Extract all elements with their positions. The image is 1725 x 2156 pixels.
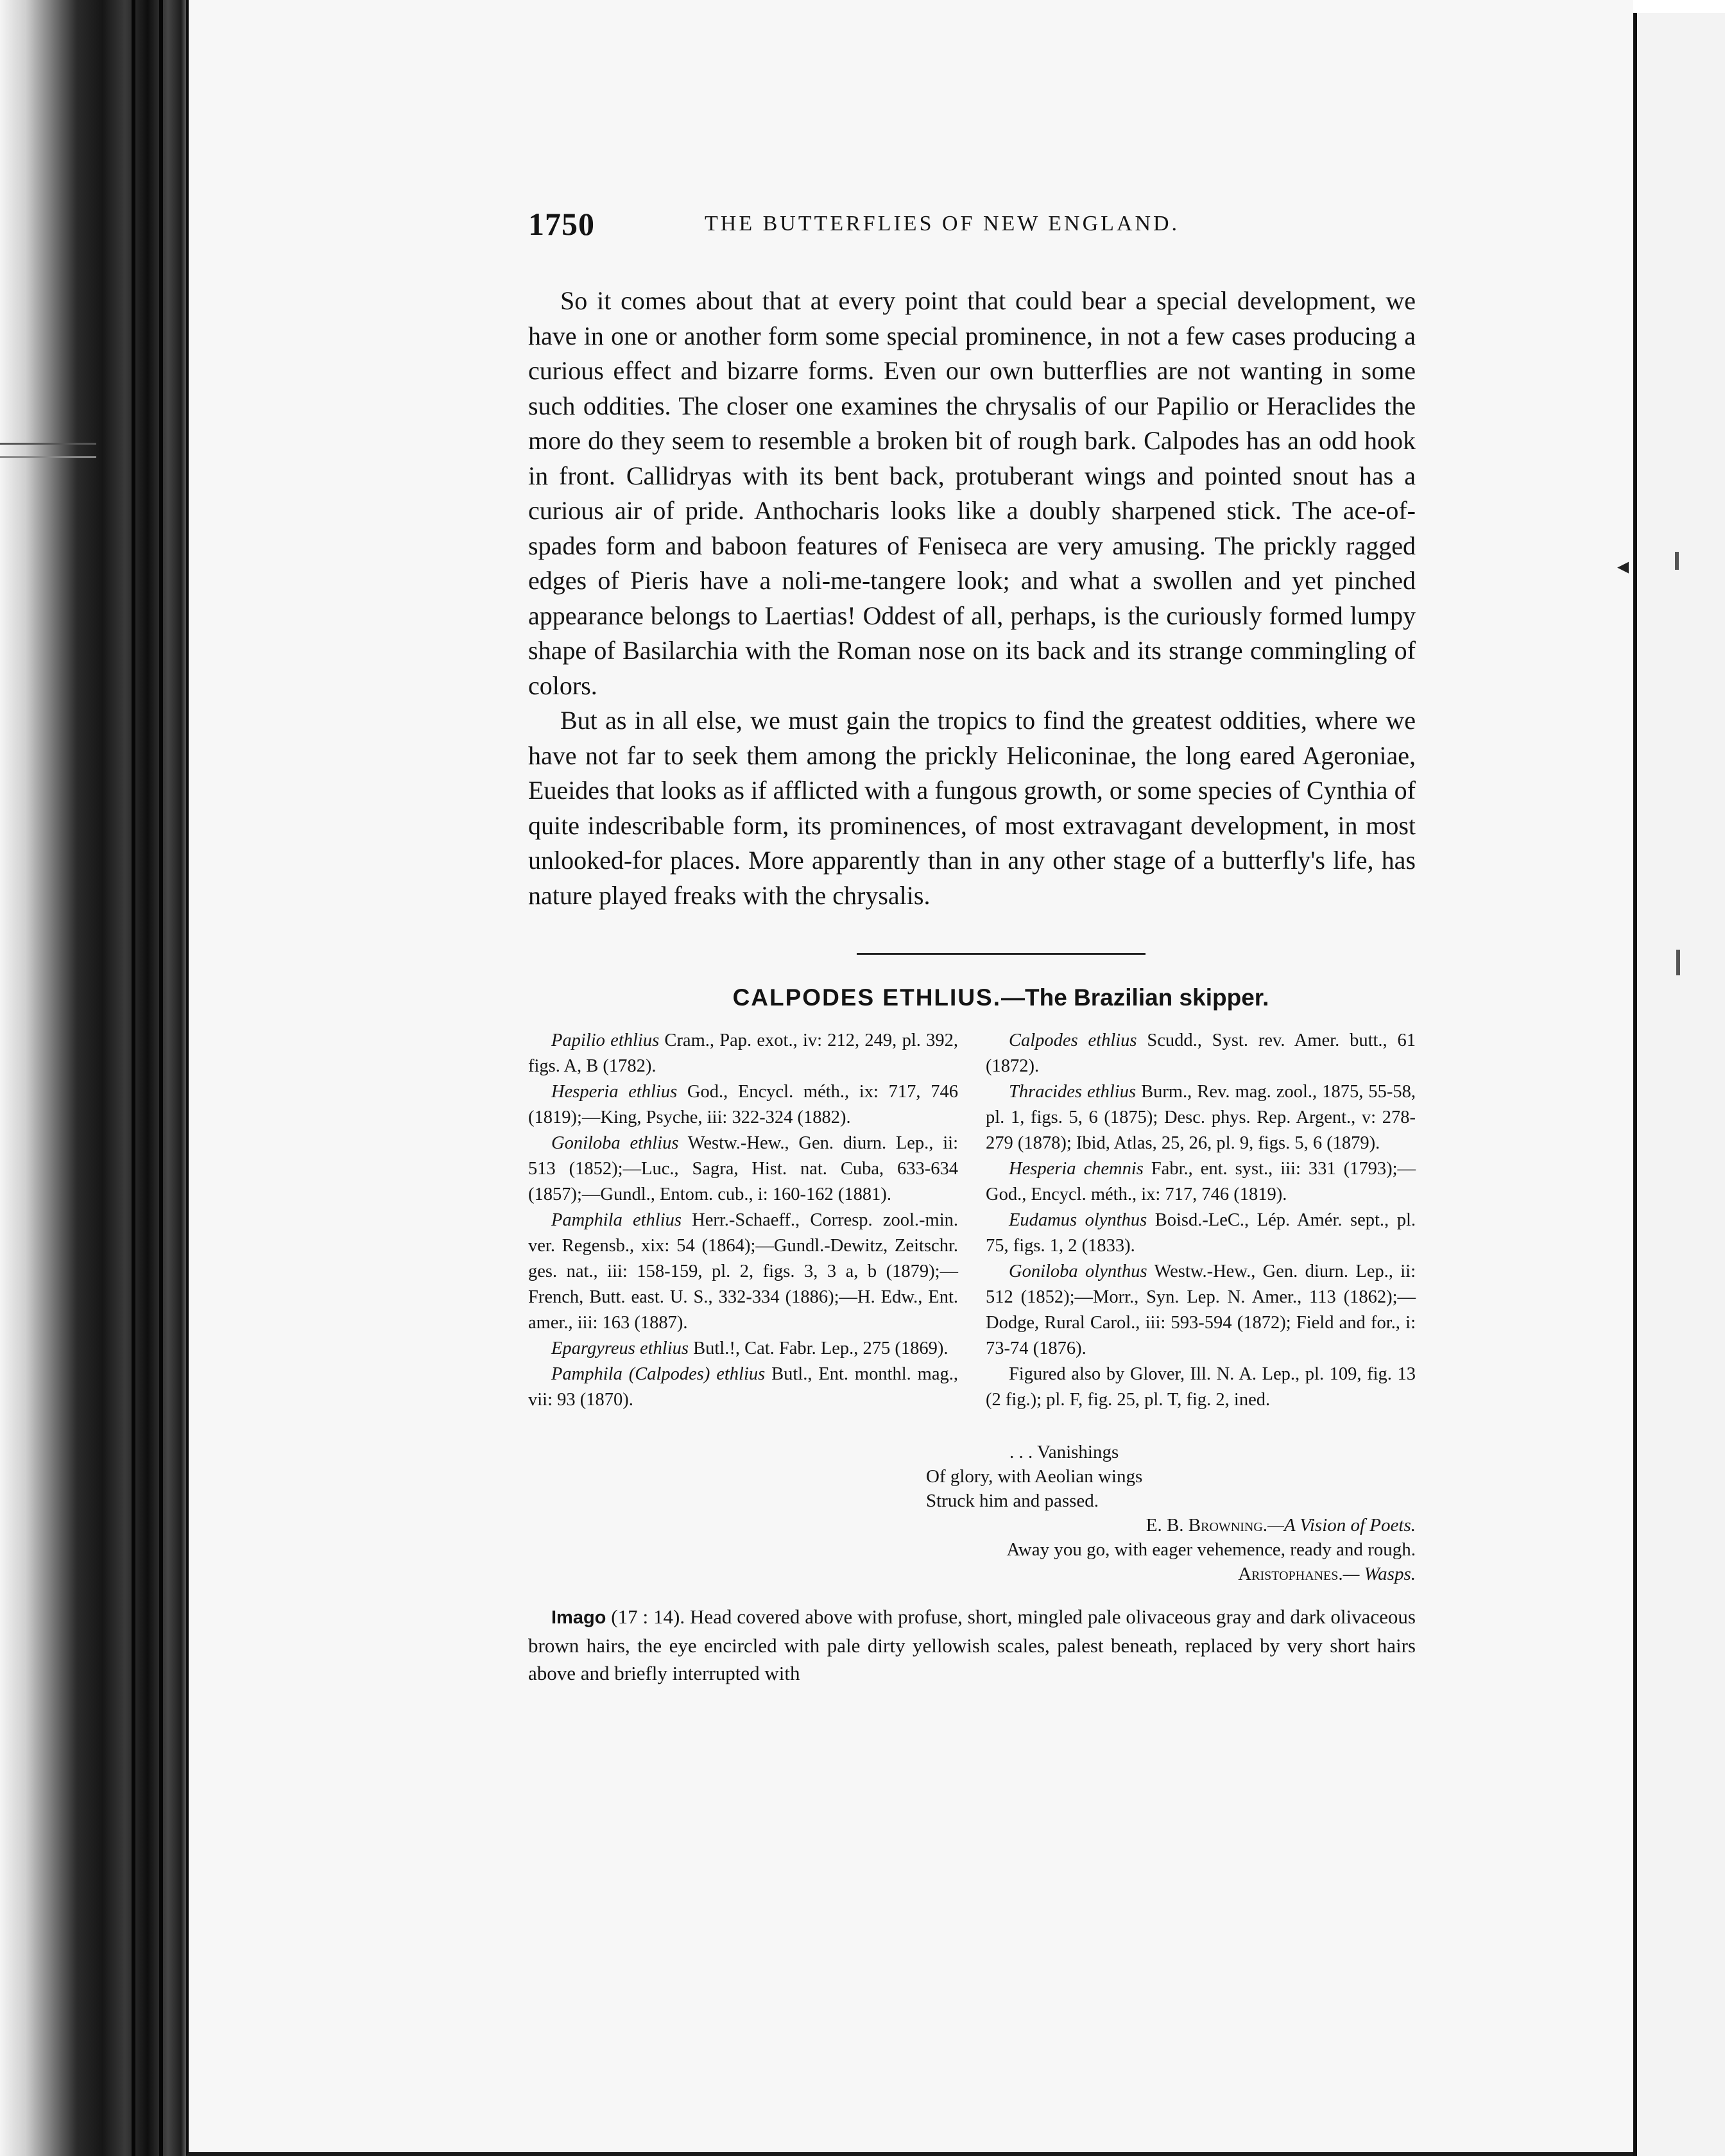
next-page-edge bbox=[1633, 13, 1725, 2156]
epigraph-author: Aristophanes. bbox=[1238, 1564, 1343, 1584]
running-title: THE BUTTERFLIES OF NEW ENGLAND. bbox=[705, 212, 1180, 235]
epigraph-line: Of glory, with Aeolian wings bbox=[926, 1466, 1143, 1487]
epigraph-attribution bbox=[528, 1562, 1416, 1586]
synonym-entry bbox=[528, 1208, 958, 1336]
synonym-name: Goniloba ethlius bbox=[551, 1133, 679, 1153]
epigraph-line: Away you go, with eager vehemence, ready and rough. bbox=[1006, 1539, 1416, 1560]
synonym-entry bbox=[528, 1362, 958, 1413]
epigraphs bbox=[528, 1440, 1416, 1586]
margin-tick bbox=[1675, 552, 1679, 570]
synonym-ref: Westw.-Hew., Gen. diurn. Lep., ii: 513 (1852);—Luc., Sagra, Hist. nat. Cuba, 633-634 (1857);—Gundl., Entom. cub., i: 160-162 (1881). bbox=[528, 1133, 958, 1204]
species-heading bbox=[557, 984, 1445, 1011]
synonym-entry bbox=[528, 1079, 958, 1131]
page-clip-edge bbox=[0, 443, 96, 458]
synonym-entry bbox=[986, 1079, 1416, 1156]
synonym-ref: Westw.-Hew., Gen. diurn. Lep., ii: 512 (1852);—Morr., Syn. Lep. N. Amer., 113 (1862);—Dodge, Rural Carol., iii: 593-594 (1872); Field and for., i: 73-74 (1876). bbox=[986, 1262, 1416, 1358]
synonym-ref: Herr.-Schaeff., Corresp. zool.-min. ver. Regensb., xix: 54 (1864);—Gundl.-Dewitz, Zeitschr. ges. nat., iii: 158-159, pl. 2, figs. 3, 3 a, b (1879);—French, Butt. east. U. S., 332-334 (1886);—H. Edw., Ent. amer., iii: 163 (1887). bbox=[528, 1210, 958, 1333]
spine-ridge bbox=[159, 0, 163, 2156]
running-head bbox=[528, 205, 1416, 244]
synonym-ref: Butl., Ent. monthl. mag., vii: 93 (1870). bbox=[528, 1364, 958, 1410]
synonym-name: Goniloba olynthus bbox=[1009, 1262, 1147, 1281]
synonym-name: Thracides ethlius bbox=[1009, 1082, 1137, 1102]
margin-arrow-icon: ◂ bbox=[1617, 553, 1629, 579]
synonym-ref: Burm., Rev. mag. zool., 1875, 55-58, pl. 1, figs. 5, 6 (1875); Desc. phys. Rep. Argent., v: 278-279 (1878); Ibid, Atlas, 25, 26, pl. 9, figs. 5, 6 (1879). bbox=[986, 1082, 1416, 1153]
synonym-name: Hesperia chemnis bbox=[1009, 1159, 1144, 1179]
species-name: CALPODES ETHLIUS. bbox=[732, 984, 1001, 1011]
epigraph-author: E. B. Browning. bbox=[1146, 1515, 1268, 1536]
synonymy-right-column bbox=[986, 1028, 1416, 1413]
synonymy bbox=[528, 1028, 1416, 1413]
synonym-entry bbox=[986, 1156, 1416, 1208]
synonym-name: Calpodes ethlius bbox=[1009, 1031, 1137, 1050]
synonym-ref: Figured also by Glover, Ill. N. A. Lep., pl. 109, fig. 13 (2 fig.); pl. F, fig. 25, pl. T, fig. 2, ined. bbox=[986, 1364, 1416, 1410]
section-divider bbox=[857, 953, 1146, 955]
epigraph-attribution bbox=[528, 1513, 1416, 1537]
synonym-entry bbox=[986, 1028, 1416, 1079]
synonym-entry bbox=[986, 1362, 1416, 1413]
synonym-entry bbox=[528, 1336, 958, 1362]
synonym-ref: Fabr., ent. syst., iii: 331 (1793);—God., Encycl. méth., ix: 717, 746 (1819). bbox=[986, 1159, 1416, 1204]
synonym-entry bbox=[528, 1131, 958, 1208]
synonym-ref: Butl.!, Cat. Fabr. Lep., 275 (1869). bbox=[689, 1339, 948, 1358]
epigraph-line: . . . Vanishings bbox=[1009, 1442, 1119, 1462]
synonym-entry bbox=[528, 1028, 958, 1079]
imago-plate-ref: (17 : 14). bbox=[606, 1605, 685, 1628]
synonym-name: Eudamus olynthus bbox=[1009, 1210, 1147, 1230]
synonym-ref: Cram., Pap. exot., iv: 212, 249, pl. 392, figs. A, B (1782). bbox=[528, 1031, 958, 1076]
spine-ridge bbox=[132, 0, 135, 2156]
epigraph-work: — Wasps. bbox=[1343, 1564, 1416, 1584]
synonym-entry bbox=[986, 1208, 1416, 1259]
synonym-ref: Scudd., Syst. rev. Amer. butt., 61 (1872). bbox=[986, 1031, 1416, 1076]
page-content bbox=[528, 205, 1416, 1707]
synonym-ref: Boisd.-LeC., Lép. Amér. sept., pl. 75, figs. 1, 2 (1833). bbox=[986, 1210, 1416, 1256]
book-spine bbox=[0, 0, 193, 2156]
epigraph-line: Struck him and passed. bbox=[926, 1491, 1099, 1511]
synonym-name: Epargyreus ethlius bbox=[551, 1339, 689, 1358]
paragraph: But as in all else, we must gain the tropics to find the greatest oddities, where we have not far to seek them among the prickly Heliconinae, the long eared Ageroniae, Eueides that looks as if afflicted with a fungous growth, or some species of Cynthia of quite indescribable form, its prominences, of most extravagant development, in most unlooked-for places. More apparently than in any other stage of a butterfly's life, has nature played freaks with the chrysalis. bbox=[528, 706, 1416, 910]
synonymy-left-column bbox=[528, 1028, 958, 1413]
species-common-name: —The Brazilian skipper. bbox=[1001, 984, 1269, 1011]
page-number: 1750 bbox=[528, 206, 595, 242]
imago-text: Head covered above with profuse, short, mingled pale olivaceous gray and dark olivaceous brown hairs, the eye encircled with pale dirty yellowish scales, palest beneath, replaced by very short hairs above and briefly interrupted with bbox=[528, 1605, 1416, 1684]
imago-label: Imago bbox=[551, 1607, 606, 1628]
paragraph: So it comes about that at every point that could bear a special development, we have in one or another form some special prominence, in not a few cases producing a curious effect and bizarre forms. Even our own butterflies are not wanting in some such oddities. The closer one examines the chrysalis of our Papilio or Heraclides the more do they seem to resemble a broken bit of rough bark. Calpodes has an odd hook in front. Callidryas with its bent back, protuberant wings and pointed snout has a curious air of pride. Anthocharis looks like a doubly sharpened stick. The ace-of-spades form and baboon features of Feniseca are very amusing. The prickly ragged edges of Pieris have a noli-me-tangere look; and what a swollen and yet pinched appearance belongs to Laertias! Oddest of all, perhaps, is the curiously formed lumpy shape of Basilarchia with the Roman nose on its back and its strange commingling of colors. bbox=[528, 286, 1416, 700]
synonym-name: Pamphila (Calpodes) ethlius bbox=[551, 1364, 766, 1384]
synonym-entry bbox=[986, 1259, 1416, 1362]
epigraph-work: —A Vision of Poets. bbox=[1267, 1515, 1416, 1536]
synonym-ref: God., Encycl. méth., ix: 717, 746 (1819);—King, Psyche, iii: 322-324 (1882). bbox=[528, 1082, 959, 1127]
synonym-name: Papilio ethlius bbox=[551, 1031, 660, 1050]
body-text bbox=[528, 284, 1416, 913]
imago-description bbox=[528, 1603, 1416, 1687]
margin-tick bbox=[1676, 950, 1680, 975]
synonym-name: Pamphila ethlius bbox=[551, 1210, 682, 1230]
synonym-name: Hesperia ethlius bbox=[551, 1082, 678, 1102]
